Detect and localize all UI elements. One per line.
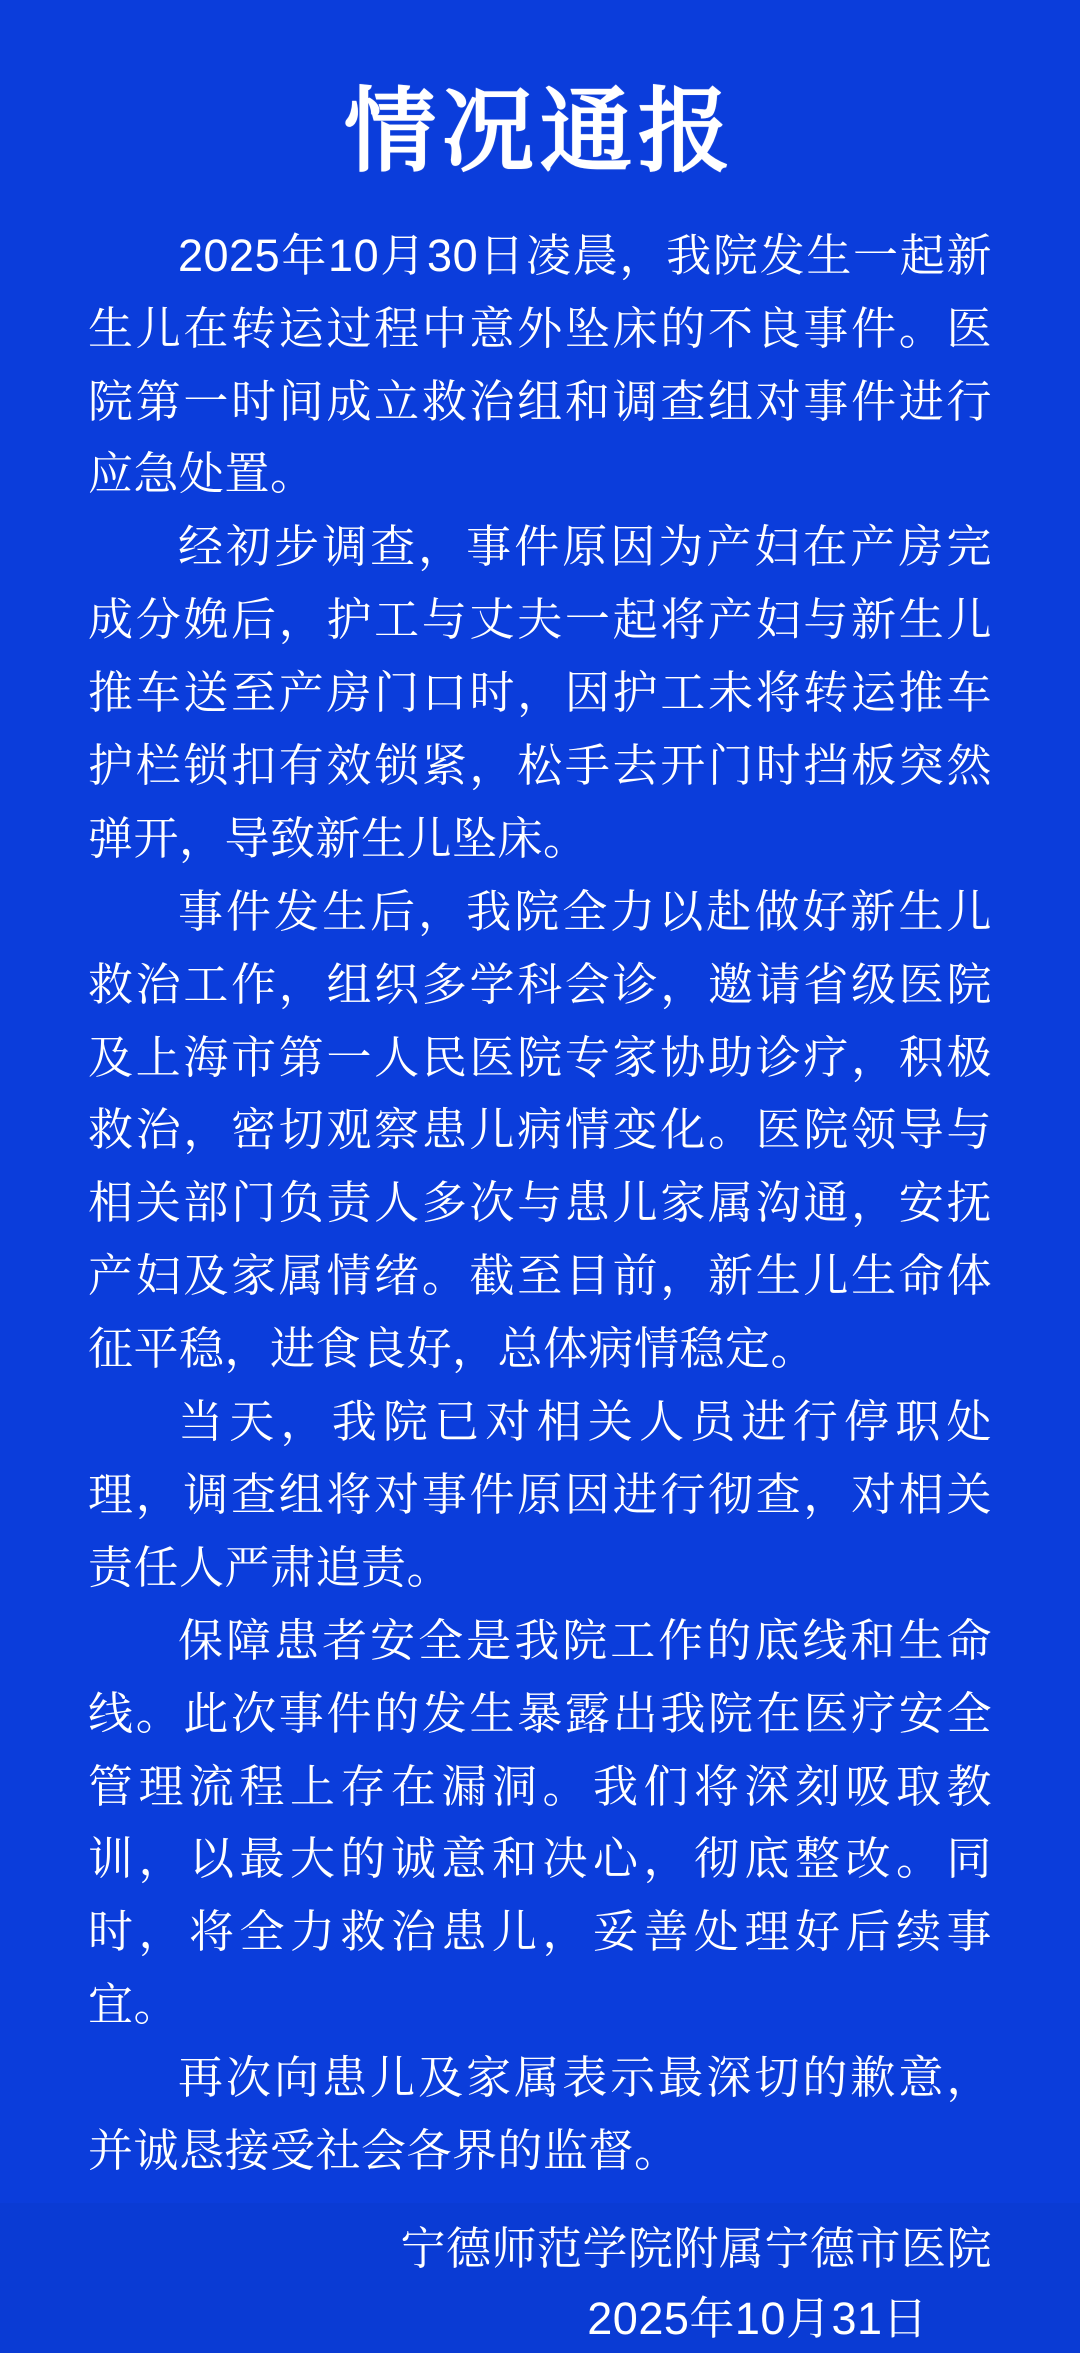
paragraph-5: 保障患者安全是我院工作的底线和生命线。此次事件的发生暴露出我院在医疗安全管理流程上存在漏洞。我们将深刻吸取教训，以最大的诚意和决心，彻底整改。同时，将全力救治患儿，妥善处理好后续事宜。 bbox=[88, 1614, 992, 2031]
signature-date: 2025年10月31日 bbox=[587, 2292, 928, 2344]
poster-content bbox=[26, 24, 1054, 2344]
paragraph-4: 当天，我院已对相关人员进行停职处理，调查组将对事件原因进行彻查，对相关责任人严肃追责。 bbox=[88, 1396, 992, 1593]
paragraph-6: 再次向患儿及家属表示最深切的歉意，并诚恳接受社会各界的监督。 bbox=[88, 2052, 992, 2176]
paragraph-1: 2025年10月30日凌晨，我院发生一起新生儿在转运过程中意外坠床的不良事件。医院第一时间成立救治组和调查组对事件进行应急处置。 bbox=[88, 229, 992, 500]
announcement-body bbox=[88, 220, 992, 2188]
paragraph-2: 经初步调查，事件原因为产妇在产房完成分娩后，护工与丈夫一起将产妇与新生儿推车送至产房门口时，因护工未将转运推车护栏锁扣有效锁紧，松手去开门时挡板突然弹开，导致新生儿坠床。 bbox=[88, 521, 992, 864]
paragraph-3: 事件发生后，我院全力以赴做好新生儿救治工作，组织多学科会诊，邀请省级医院及上海市第一人民医院专家协助诊疗，积极救治，密切观察患儿病情变化。医院领导与相关部门负责人多次与患儿家属沟通，安抚产妇及家属情绪。截至目前，新生儿生命体征平稳，进食良好，总体病情稳定。 bbox=[88, 885, 992, 1375]
signature-block bbox=[88, 2214, 992, 2353]
poster-frame bbox=[26, 24, 1054, 2344]
page-title: 情况通报 bbox=[343, 81, 736, 183]
signature-organization: 宁德师范学院附属宁德市医院 bbox=[400, 2222, 992, 2274]
